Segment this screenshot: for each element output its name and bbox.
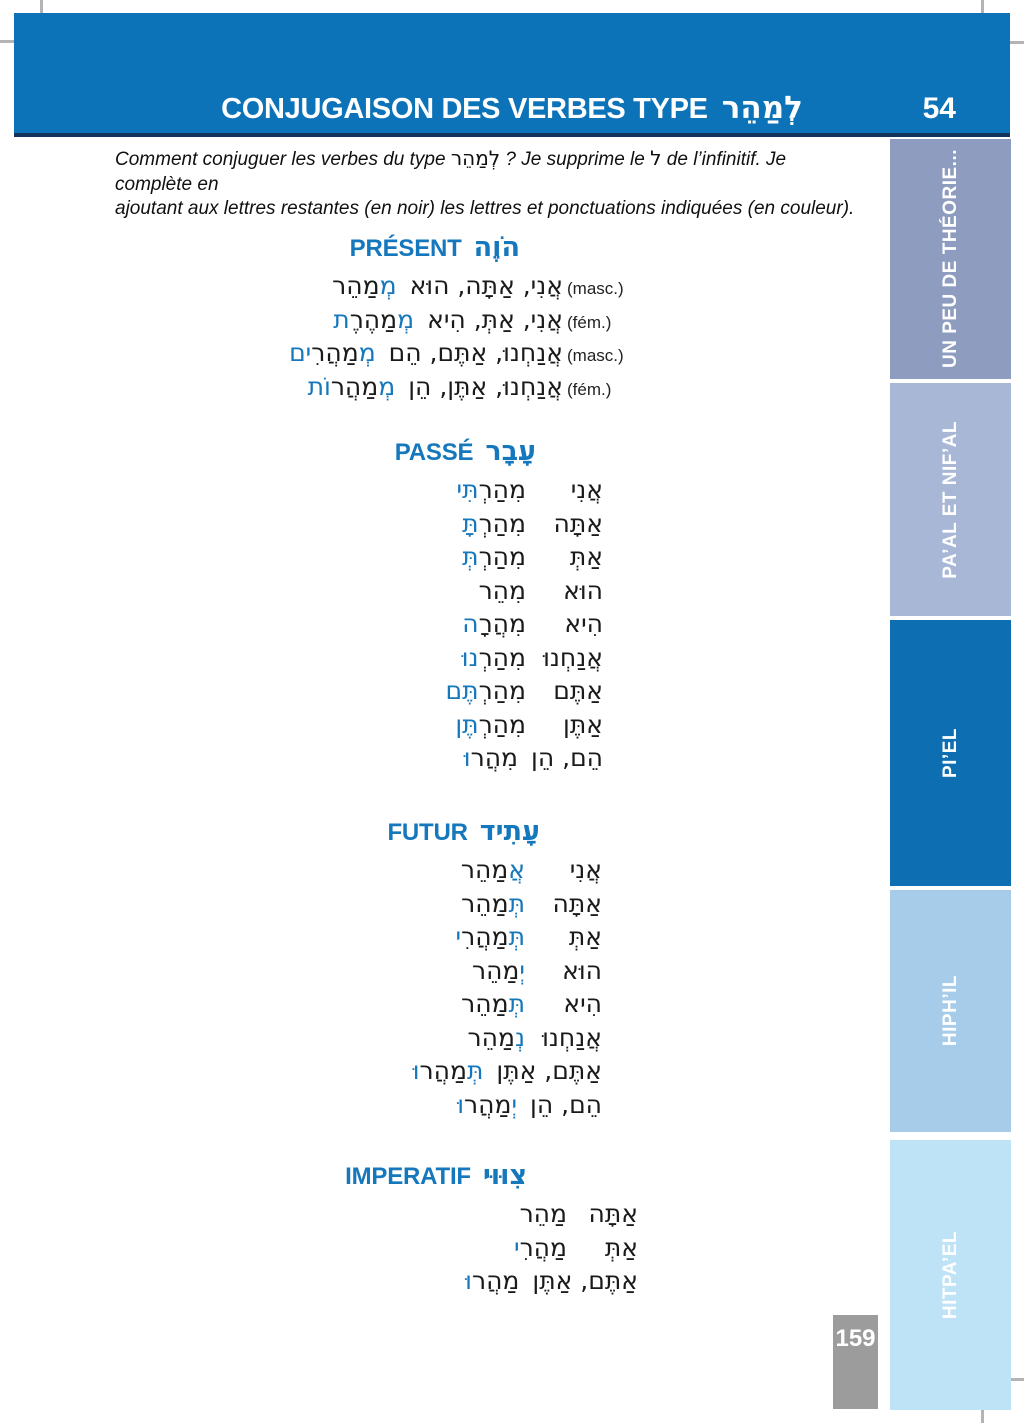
verb-added-letters: וּ	[412, 1056, 420, 1085]
page-title-hebrew-verb: לְמַהֵר	[721, 90, 803, 126]
verb-root-letters: מִהַרְ	[478, 508, 526, 538]
gender-label: (fém.)	[567, 379, 612, 399]
pronouns: אַתֶּם	[553, 676, 603, 705]
conjugation-rows	[395, 475, 603, 777]
pronouns: אֲנַחְנוּ	[542, 1022, 602, 1052]
verb-form	[472, 956, 525, 985]
verb-root-letters: מַהֲר	[464, 1089, 512, 1119]
verb-root-letters: מִהֲרָ	[478, 609, 526, 638]
conjugation-row	[395, 542, 603, 576]
verb-form	[457, 1090, 517, 1119]
verb-added-letters: אֲ	[508, 855, 525, 884]
verb-added-letters: י	[513, 1232, 520, 1262]
conjugation-rows	[289, 271, 623, 405]
pronouns: אַתְּ	[568, 922, 602, 951]
verb-form	[462, 509, 526, 538]
section-header-present	[289, 233, 520, 264]
verb-added-letters: וֹת	[307, 371, 331, 401]
verb-form	[455, 710, 526, 739]
pronouns: אֲנִי, אַתָּה, הוּא	[409, 271, 563, 300]
pronouns: הִיא	[563, 989, 602, 1018]
verb-root-letters: מַהֲר	[330, 371, 379, 401]
section-header-imperatif	[345, 1161, 527, 1192]
conjugation-row	[289, 271, 623, 305]
conjugation-row	[289, 372, 623, 406]
verb-added-letters: מְ	[379, 271, 397, 300]
conjugation-row	[395, 509, 603, 543]
verb-root-letters: מַהֲרִ	[311, 338, 359, 367]
verb-form	[520, 1199, 567, 1228]
pronouns: אֲנַחְנוּ, אַתֶּן, הֵן	[408, 371, 563, 401]
tense-hebrew-label: צִוּוּי	[482, 1160, 527, 1191]
conjugation-row	[345, 1266, 638, 1300]
intro-text-segment: de l’infinitif. Je complète en	[115, 149, 787, 195]
verb-root-letters: מִהֲר	[470, 743, 519, 772]
verb-form	[462, 609, 526, 638]
pronouns: אַתָּה	[552, 888, 602, 918]
header-bar	[14, 13, 1010, 137]
intro-paragraph	[115, 146, 863, 222]
verb-form	[465, 1266, 519, 1295]
section-futur	[387, 817, 602, 1123]
verb-root-letters: מַהֶרֶ	[349, 304, 398, 334]
conjugation-rows	[345, 1199, 638, 1300]
conjugation-row	[387, 855, 602, 889]
intro-line	[115, 197, 863, 222]
verb-added-letters: תִּי	[456, 475, 479, 504]
tense-latin-label: IMPERATIF	[345, 1163, 471, 1190]
pronouns: הוּא	[563, 575, 603, 605]
conjugation-row	[395, 609, 603, 643]
tense-hebrew-label: עָתִיד	[479, 816, 540, 847]
verb-root-letters: מַהֲרִ	[519, 1232, 567, 1262]
conjugation-row	[289, 305, 623, 339]
verb-root-letters: מַהֵר	[461, 888, 509, 918]
pronouns: אַתֶּן	[563, 709, 603, 739]
pronouns: אַתֶּם, אַתֶּן	[496, 1056, 602, 1085]
conjugation-row	[387, 889, 602, 923]
verb-root-letters: מַהֵר	[461, 989, 509, 1018]
sidebar-tab-hitpael[interactable]	[890, 1140, 1011, 1410]
sidebar-tab-label: UN PEU DE THÉORIE...	[939, 149, 961, 369]
conjugation-row	[387, 1090, 602, 1124]
intro-text-segment: ? Je supprime le	[500, 149, 651, 170]
pronouns: אֲנַחְנוּ	[543, 642, 603, 672]
verb-added-letters: תֶּם	[445, 676, 479, 705]
conjugation-row	[395, 475, 603, 509]
verb-form	[514, 1233, 567, 1262]
verb-form	[461, 855, 525, 884]
section-passe	[395, 437, 603, 777]
verb-form	[464, 743, 518, 772]
pronouns: אֲנַחְנוּ, אַתֶּם, הֵם	[388, 338, 563, 367]
conjugation-row	[345, 1199, 638, 1233]
sidebar-tab-piel-active[interactable]	[890, 620, 1011, 886]
pronouns: הֵם, הֵן	[531, 743, 603, 772]
tense-latin-label: PRÉSENT	[349, 235, 462, 262]
conjugation-row	[395, 743, 603, 777]
verb-form	[461, 889, 525, 918]
verb-form	[446, 676, 526, 705]
page-title-latin: CONJUGAISON DES VERBES TYPE	[221, 93, 708, 125]
verb-added-letters: וּ	[465, 1266, 472, 1295]
verb-root-letters: מִהַרְ	[478, 676, 526, 705]
pronouns: אַתְּ	[604, 1232, 638, 1262]
pronouns: אַתְּ	[569, 542, 603, 571]
verb-form	[479, 576, 526, 605]
gender-label: (masc.)	[567, 346, 624, 365]
sidebar-tab-un-peu-de-theorie[interactable]	[890, 139, 1011, 379]
pronouns: אַתֶּם, אַתֶּן	[532, 1266, 638, 1295]
tense-latin-label: PASSÉ	[394, 439, 474, 466]
verb-added-letters: תְּ	[466, 1056, 484, 1085]
pronouns: אֲנִי, אַתְּ, הִיא	[427, 304, 563, 334]
verb-added-letters: תְּ	[508, 989, 525, 1018]
verb-root-letters: מַהֵר	[519, 1199, 567, 1228]
sidebar-tab-label: PA’AL ET NIF’AL	[939, 420, 961, 579]
verb-form	[468, 1023, 525, 1052]
verb-form	[461, 989, 525, 1018]
verb-added-letters: י	[455, 922, 462, 951]
conjugation-row	[387, 989, 602, 1023]
inline-hebrew-word: לְמַהֵר	[450, 146, 501, 170]
conjugation-row	[289, 338, 623, 372]
verb-form	[462, 643, 526, 672]
verb-form	[457, 475, 526, 504]
verb-root-letters: מִהַרְ	[478, 642, 526, 672]
verb-root-letters: מַהֵר	[467, 1022, 515, 1052]
pronouns: אַתָּה	[588, 1199, 638, 1228]
sidebar-tab-label: HITPA’EL	[939, 1230, 961, 1320]
inline-hebrew-word: ל	[650, 146, 662, 170]
intro-text-segment: ajoutant aux lettres restantes (en noir) les lettres et ponctuations indiquées (en couleur).	[115, 198, 855, 219]
verb-added-letters: ה	[462, 609, 479, 638]
verb-added-letters: נְ	[514, 1022, 525, 1052]
verb-added-letters: יְ	[511, 1089, 518, 1119]
conjugation-row	[387, 1056, 602, 1090]
verb-root-letters: מַהֲרִ	[461, 922, 509, 951]
section-present	[289, 233, 623, 405]
conjugation-row	[387, 956, 602, 990]
verb-added-letters: יְ	[519, 955, 525, 985]
verb-form	[333, 305, 414, 334]
verb-added-letters: וּ	[463, 743, 471, 772]
verb-added-letters: מְ	[378, 371, 396, 401]
conjugation-row	[395, 643, 603, 677]
conjugation-rows	[387, 855, 602, 1123]
verb-form	[456, 922, 525, 951]
verb-root-letters: מַהֵר	[471, 955, 520, 985]
pronouns: הֵם, הֵן	[530, 1089, 602, 1119]
sidebar-tab-label: HIPH’IL	[939, 975, 961, 1047]
pronouns: הוּא	[562, 955, 602, 985]
verb-added-letters: תָּ	[462, 508, 479, 538]
verb-added-letters: ים	[289, 338, 312, 367]
conjugation-row	[395, 576, 603, 610]
tense-latin-label: FUTUR	[387, 819, 468, 846]
gender-label: (masc.)	[567, 279, 624, 298]
conjugation-row	[387, 1023, 602, 1057]
verb-root-letters: מִהַרְ	[478, 709, 526, 739]
conjugation-row	[395, 710, 603, 744]
tense-hebrew-label: עָבָר	[485, 436, 536, 467]
intro-line	[115, 146, 863, 197]
verb-form	[332, 271, 396, 300]
folio-page-number: 159	[833, 1315, 878, 1409]
verb-added-letters: מְ	[358, 338, 376, 367]
conjugation-row	[387, 922, 602, 956]
section-imperatif	[345, 1161, 638, 1300]
pronouns: הִיא	[564, 609, 603, 638]
verb-form	[462, 542, 526, 571]
pronouns: אֲנִי	[570, 475, 603, 504]
pronouns: אֲנִי	[569, 855, 602, 884]
verb-form	[413, 1056, 484, 1085]
section-header-passe	[395, 437, 536, 468]
sidebar-tab-paal-et-nifal[interactable]	[890, 383, 1011, 616]
verb-added-letters: תְּ	[508, 888, 525, 918]
pronouns: אַתָּה	[553, 508, 603, 538]
verb-form	[308, 372, 396, 401]
verb-root-letters: מַהֵר	[332, 271, 380, 300]
gender-label: (fém.)	[567, 312, 612, 332]
verb-added-letters: ת	[333, 304, 350, 334]
verb-added-letters: וּ	[457, 1089, 464, 1119]
verb-root-letters: מַהֵר	[460, 855, 509, 884]
lesson-number: 54	[922, 92, 956, 125]
conjugation-row	[345, 1233, 638, 1267]
verb-added-letters: מְ	[397, 304, 415, 334]
verb-root-letters: מַהֲר	[419, 1056, 467, 1085]
intro-text-segment: Comment conjuguer les verbes du type	[115, 149, 451, 170]
verb-added-letters: תְּ	[508, 922, 525, 951]
verb-root-letters: מִהַרְ	[478, 475, 526, 504]
verb-added-letters: נוּ	[461, 642, 479, 672]
verb-added-letters: תְּ	[462, 542, 479, 571]
conjugation-row	[395, 676, 603, 710]
verb-root-letters: מַהֲר	[471, 1266, 520, 1295]
verb-root-letters: מִהֵר	[478, 575, 526, 605]
verb-added-letters: תֶּן	[455, 709, 479, 739]
verb-form	[289, 338, 376, 367]
section-header-futur	[387, 817, 540, 848]
verb-root-letters: מִהַרְ	[478, 542, 526, 571]
sidebar-tab-label: PI’EL	[939, 727, 961, 778]
tense-hebrew-label: הֹוֶה	[473, 232, 520, 263]
sidebar-tab-hiphil[interactable]	[890, 890, 1011, 1132]
